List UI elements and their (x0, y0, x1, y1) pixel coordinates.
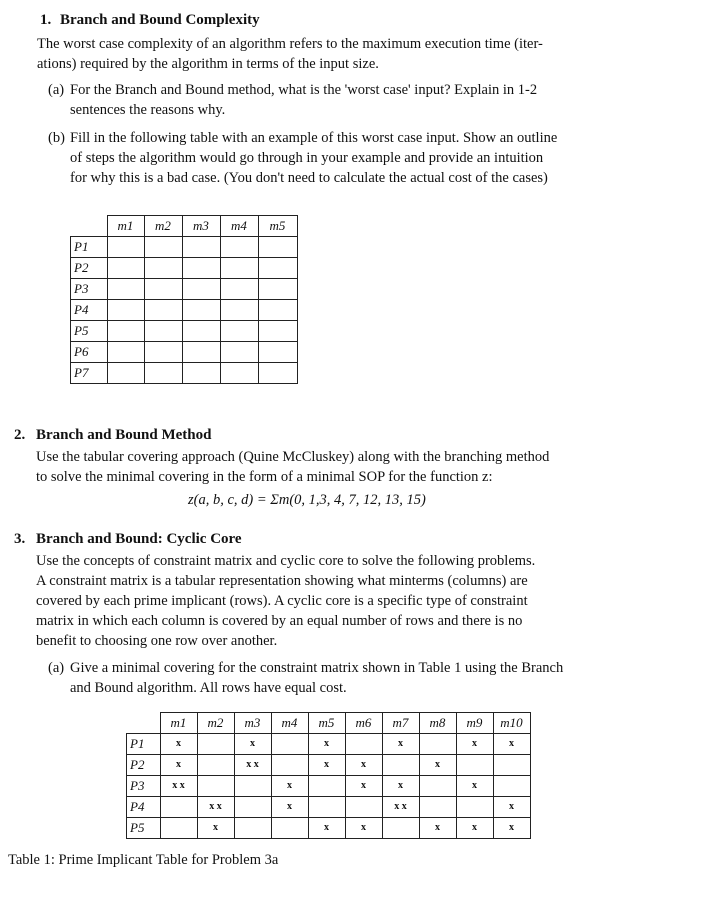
cm-cell (493, 775, 530, 796)
cm-cell: x x (234, 754, 271, 775)
q3-line: matrix in which each column is covered by an equal number of rows and there is no (36, 613, 523, 629)
q1-row-header: P3 (71, 278, 108, 299)
cm-corner (127, 713, 161, 734)
q1-row-header: P5 (71, 320, 108, 341)
cm-row-header: P2 (127, 754, 161, 775)
q2-equation: z(a, b, c, d) = Σm(0, 1,3, 4, 7, 12, 13, 15) (188, 492, 426, 508)
cm-cell (382, 754, 419, 775)
constraint-matrix-table (126, 712, 531, 839)
cm-col-header: m8 (419, 713, 456, 734)
cm-cell (234, 775, 271, 796)
q1-a-text (70, 80, 537, 120)
cm-col-header: m1 (160, 713, 197, 734)
q1-a-line: For the Branch and Bound method, what is the 'worst case' input? Explain in 1-2 (70, 82, 538, 98)
q1-table-row (71, 278, 298, 299)
q1-a-label: (a) (48, 82, 65, 98)
cm-cell (271, 733, 308, 754)
cm-cell: x (345, 754, 382, 775)
cm-cell (456, 754, 493, 775)
q3-title: Branch and Bound: Cyclic Core (36, 531, 242, 547)
cm-cell: x (271, 796, 308, 817)
q1-b-text (70, 128, 557, 188)
cm-col-header: m3 (234, 713, 271, 734)
q1-b-label: (b) (48, 130, 65, 146)
cm-cell (308, 775, 345, 796)
q1-row-header: P2 (71, 257, 108, 278)
q3-a-text (70, 658, 563, 698)
cm-cell: x (456, 733, 493, 754)
q3-line: Use the concepts of constraint matrix and cyclic core to solve the following problems. (36, 553, 536, 569)
cm-row (127, 754, 531, 775)
cm-cell: x (308, 754, 345, 775)
cm-cell (160, 817, 197, 838)
cm-cell: x (160, 754, 197, 775)
cm-col-header: m10 (493, 713, 530, 734)
cm-cell: x (382, 775, 419, 796)
q3-number: 3. (14, 531, 26, 547)
cm-row-header: P5 (127, 817, 161, 838)
q1-table-row (71, 320, 298, 341)
cm-cell (419, 796, 456, 817)
cm-cell: x x (160, 775, 197, 796)
cm-cell: x (160, 733, 197, 754)
cm-col-header: m5 (308, 713, 345, 734)
cm-cell: x (345, 775, 382, 796)
q3-line: covered by each prime implicant (rows). A cyclic core is a specific type of constraint (36, 593, 528, 609)
q1-intro-line: The worst case complexity of an algorithm refers to the maximum execution time (iter- (37, 36, 543, 52)
cm-row (127, 817, 531, 838)
cm-cell: x x (197, 796, 234, 817)
cm-cell: x (419, 754, 456, 775)
cm-row-header: P1 (127, 733, 161, 754)
cm-cell: x (197, 817, 234, 838)
q3-line: benefit to choosing one row over another. (36, 633, 278, 649)
cm-cell (271, 817, 308, 838)
cm-cell: x x (382, 796, 419, 817)
q1-intro (37, 34, 543, 74)
q1-row-header: P7 (71, 362, 108, 383)
q3-a-line: Give a minimal covering for the constraint matrix shown in Table 1 using the Branch (70, 660, 564, 676)
cm-cell (456, 796, 493, 817)
cm-cell: x (456, 775, 493, 796)
cm-cell (197, 775, 234, 796)
cm-cell: x (493, 817, 530, 838)
cm-cell (234, 796, 271, 817)
q1-table-row (71, 257, 298, 278)
q1-empty-table (70, 215, 298, 384)
cm-col-header: m4 (271, 713, 308, 734)
cm-row-header: P3 (127, 775, 161, 796)
q1-col-header: m4 (220, 216, 258, 237)
cm-header-row (127, 713, 531, 734)
q2-text (36, 447, 549, 487)
q2-line: to solve the minimal covering in the form of a minimal SOP for the function z: (36, 469, 493, 485)
q1-b-line: Fill in the following table with an example of this worst case input. Show an outline (70, 130, 558, 146)
cm-cell: x (271, 775, 308, 796)
cm-cell: x (345, 817, 382, 838)
q3-a-line: and Bound algorithm. All rows have equal cost. (70, 680, 347, 696)
q1-table-header-row (71, 216, 298, 237)
q1-b-line: of steps the algorithm would go through in your example and provide an intuition (70, 150, 544, 166)
q1-table-row (71, 299, 298, 320)
q3-line: A constraint matrix is a tabular representation showing what minterms (columns) are (36, 573, 528, 589)
q1-table-row (71, 341, 298, 362)
q2-number: 2. (14, 427, 26, 443)
cm-col-header: m6 (345, 713, 382, 734)
cm-cell (234, 817, 271, 838)
cm-cell (419, 733, 456, 754)
cm-cell (197, 754, 234, 775)
cm-col-header: m2 (197, 713, 234, 734)
cm-col-header: m9 (456, 713, 493, 734)
q1-col-header: m2 (144, 216, 182, 237)
cm-row (127, 733, 531, 754)
cm-cell: x (308, 817, 345, 838)
q1-col-header: m5 (258, 216, 297, 237)
q1-intro-line: ations) required by the algorithm in terms of the input size. (37, 56, 379, 72)
q1-table-corner (71, 216, 108, 237)
cm-col-header: m7 (382, 713, 419, 734)
cm-cell: x (234, 733, 271, 754)
cm-row (127, 775, 531, 796)
q1-title: Branch and Bound Complexity (60, 12, 260, 28)
cm-cell (160, 796, 197, 817)
q1-a-line: sentences the reasons why. (70, 102, 226, 118)
q1-number: 1. (40, 12, 52, 28)
cm-cell (419, 775, 456, 796)
cm-cell: x (493, 733, 530, 754)
cm-row (127, 796, 531, 817)
cm-cell (271, 754, 308, 775)
q2-title: Branch and Bound Method (36, 427, 212, 443)
q1-row-header: P4 (71, 299, 108, 320)
cm-cell: x (308, 733, 345, 754)
cm-cell (382, 817, 419, 838)
cm-cell: x (493, 796, 530, 817)
q1-b-line: for why this is a bad case. (You don't need to calculate the actual cost of the cases) (70, 170, 548, 186)
q1-col-header: m3 (182, 216, 220, 237)
cm-cell: x (456, 817, 493, 838)
cm-cell (308, 796, 345, 817)
q2-line: Use the tabular covering approach (Quine McCluskey) along with the branching method (36, 449, 550, 465)
cm-cell: x (419, 817, 456, 838)
cm-cell: x (382, 733, 419, 754)
q1-row-header: P1 (71, 236, 108, 257)
cm-cell (493, 754, 530, 775)
q3-text (36, 551, 535, 651)
q1-table-row (71, 362, 298, 383)
q1-col-header: m1 (107, 216, 144, 237)
cm-cell (197, 733, 234, 754)
cm-cell (345, 796, 382, 817)
cm-row-header: P4 (127, 796, 161, 817)
q3-a-label: (a) (48, 660, 65, 676)
q1-table-row (71, 236, 298, 257)
q1-row-header: P6 (71, 341, 108, 362)
table-1-caption: Table 1: Prime Implicant Table for Problem 3a (8, 852, 279, 868)
cm-cell (345, 733, 382, 754)
